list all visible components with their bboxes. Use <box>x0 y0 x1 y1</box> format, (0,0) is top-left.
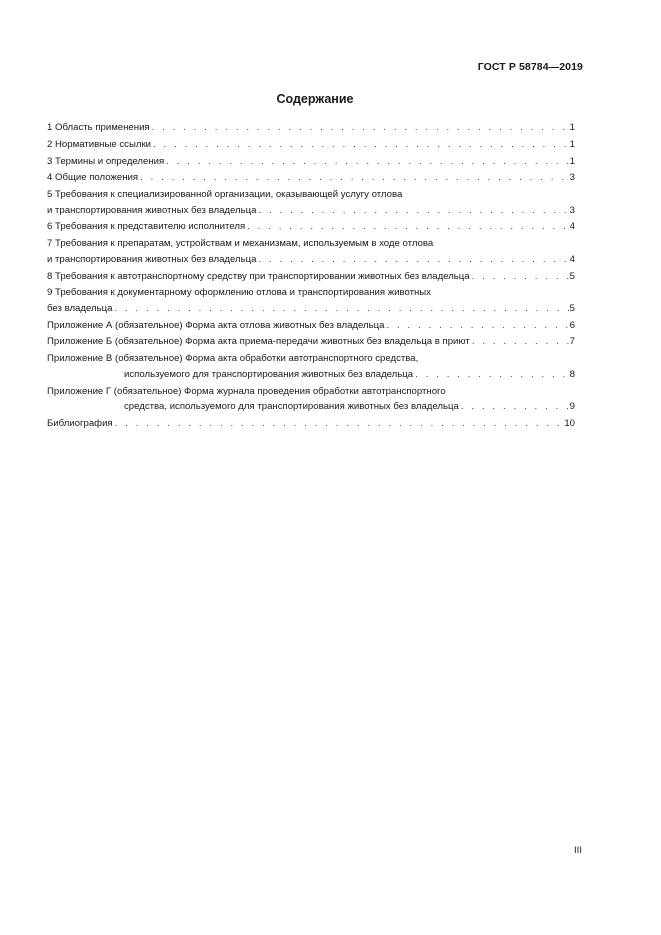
toc-page-number: 10 <box>564 417 575 429</box>
leader-dots <box>166 154 568 170</box>
toc-page-number: 5 <box>569 302 575 314</box>
leader-dots <box>472 334 569 350</box>
toc-entry-title: 6 Требования к представителю исполнителя <box>47 221 246 233</box>
toc-entry-9[interactable] <box>47 285 575 316</box>
toc-title: Содержание <box>276 92 354 106</box>
table-of-contents <box>47 120 575 433</box>
toc-entry-2[interactable] <box>47 137 575 153</box>
toc-entry-title: Приложение Б (обязательное) Форма акта приема-передачи животных без владельца в приют <box>47 336 470 348</box>
toc-entry-title: используемого для транспортирования животных без владельца <box>124 368 414 380</box>
toc-entry-title: и транспортирования животных без владельца <box>47 253 257 265</box>
page-number: III <box>574 845 582 856</box>
leader-dots <box>247 219 569 235</box>
toc-entry-title-line: 9 Требования к документарному оформлению отлова и транспортирования животных <box>47 287 432 299</box>
toc-entry-3[interactable] <box>47 154 575 170</box>
toc-entry-8[interactable] <box>47 269 575 285</box>
toc-page-number: 1 <box>569 138 575 150</box>
toc-entry-title: 8 Требования к автотранспортному средству при транспортировании животных без владельца <box>47 270 470 282</box>
toc-page-number: 3 <box>569 204 575 216</box>
toc-entry-title: Приложение А (обязательное) Форма акта отлова животных без владельца <box>47 319 385 331</box>
toc-page-number: 6 <box>569 319 575 331</box>
toc-entry-title-line: 5 Требования к специализированной организации, оказывающей услугу отлова <box>47 189 403 201</box>
leader-dots <box>258 203 568 219</box>
leader-dots <box>152 120 569 136</box>
toc-page-number: 4 <box>569 221 575 233</box>
toc-entry-title-line: Приложение Г (обязательное) Форма журнала проведения обработки автотранспортного <box>47 385 446 397</box>
toc-page-number: 1 <box>569 122 575 133</box>
toc-entry-14[interactable] <box>47 416 575 432</box>
toc-entry-title-line: Приложение В (обязательное) Форма акта обработки автотранспортного средства, <box>47 353 419 365</box>
toc-entry-title: 2 Нормативные ссылки <box>47 138 152 150</box>
toc-entry-6[interactable] <box>47 219 575 235</box>
toc-entry-7[interactable] <box>47 236 575 267</box>
leader-dots <box>140 170 569 186</box>
leader-dots <box>114 301 568 317</box>
toc-page-number: 5 <box>569 270 575 282</box>
toc-entry-title: Библиография <box>47 417 113 429</box>
toc-entry-10[interactable] <box>47 318 575 334</box>
toc-entry-4[interactable] <box>47 170 575 186</box>
leader-dots <box>115 416 564 432</box>
toc-entry-13[interactable] <box>47 384 575 415</box>
toc-page-number: 4 <box>569 253 575 265</box>
toc-page-number: 9 <box>569 401 575 413</box>
toc-entry-1[interactable] <box>47 120 575 136</box>
toc-entry-11[interactable] <box>47 334 575 350</box>
toc-entry-title: 3 Термины и определения <box>47 155 165 167</box>
toc-entry-title: 1 Область применения <box>47 122 150 133</box>
toc-page-number: 7 <box>569 336 575 348</box>
toc-entry-title: без владельца <box>47 302 113 314</box>
leader-dots <box>472 269 569 285</box>
toc-entry-title: 4 Общие положения <box>47 172 139 184</box>
leader-dots <box>415 367 569 383</box>
toc-page-number: 3 <box>569 172 575 184</box>
leader-dots <box>153 137 569 153</box>
toc-entry-title-line: 7 Требования к препаратам, устройствам и механизмам, используемым в ходе отлова <box>47 238 434 250</box>
toc-page-number: 1 <box>569 155 575 167</box>
toc-entry-title: средства, используемого для транспортирования животных без владельца <box>124 401 459 413</box>
toc-entry-title: и транспортирования животных без владельца <box>47 204 257 216</box>
toc-entry-5[interactable] <box>47 187 575 218</box>
leader-dots <box>386 318 568 334</box>
toc-page-number: 8 <box>569 368 575 380</box>
leader-dots <box>258 252 568 268</box>
document-code: ГОСТ Р 58784—2019 <box>477 61 583 73</box>
leader-dots <box>461 399 569 415</box>
toc-entry-12[interactable] <box>47 351 575 382</box>
